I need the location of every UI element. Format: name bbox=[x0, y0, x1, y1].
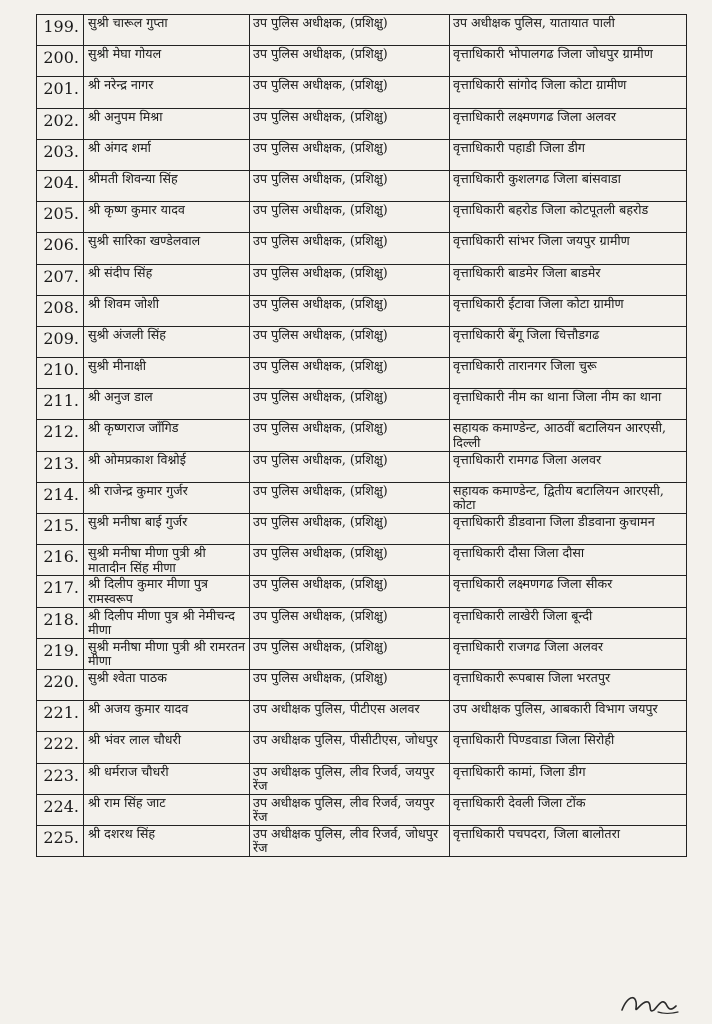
officer-name: श्री दिलीप कुमार मीणा पुत्र रामस्वरूप bbox=[84, 576, 250, 607]
row-number: 218. bbox=[37, 607, 84, 638]
officer-name: सुश्री अंजली सिंह bbox=[84, 326, 250, 357]
new-posting: वृत्ताधिकारी पिण्डवाडा जिला सिरोही bbox=[450, 732, 687, 763]
table-row bbox=[37, 358, 687, 389]
table-row bbox=[37, 77, 687, 108]
current-post: उप पुलिस अधीक्षक, (प्रशिक्षु) bbox=[250, 46, 450, 77]
table-row bbox=[37, 825, 687, 856]
new-posting: वृत्ताधिकारी कामां, जिला डीग bbox=[450, 763, 687, 794]
new-posting: वृत्ताधिकारी लाखेरी जिला बून्दी bbox=[450, 607, 687, 638]
current-post: उप पुलिस अधीक्षक, (प्रशिक्षु) bbox=[250, 482, 450, 513]
new-posting: वृत्ताधिकारी बेंगू जिला चित्तौडगढ bbox=[450, 326, 687, 357]
officer-name: सुश्री चारूल गुप्ता bbox=[84, 15, 250, 46]
officer-name: सुश्री मनीषा मीणा पुत्री श्री रामरतन मीणा bbox=[84, 638, 250, 669]
officer-name: सुश्री श्वेता पाठक bbox=[84, 669, 250, 700]
new-posting: वृत्ताधिकारी ईटावा जिला कोटा ग्रामीण bbox=[450, 295, 687, 326]
row-number: 214. bbox=[37, 482, 84, 513]
new-posting: वृत्ताधिकारी दौसा जिला दौसा bbox=[450, 545, 687, 576]
new-posting: वृत्ताधिकारी लक्ष्मणगढ जिला सीकर bbox=[450, 576, 687, 607]
current-post: उप पुलिस अधीक्षक, (प्रशिक्षु) bbox=[250, 77, 450, 108]
current-post: उप पुलिस अधीक्षक, (प्रशिक्षु) bbox=[250, 576, 450, 607]
row-number: 219. bbox=[37, 638, 84, 669]
current-post: उप पुलिस अधीक्षक, (प्रशिक्षु) bbox=[250, 607, 450, 638]
new-posting: वृत्ताधिकारी नीम का थाना जिला नीम का थाना bbox=[450, 389, 687, 420]
officer-name: श्री राजेन्द्र कुमार गुर्जर bbox=[84, 482, 250, 513]
officer-name: श्री कृष्ण कुमार यादव bbox=[84, 202, 250, 233]
table-row bbox=[37, 545, 687, 576]
current-post: उप पुलिस अधीक्षक, (प्रशिक्षु) bbox=[250, 108, 450, 139]
row-number: 206. bbox=[37, 233, 84, 264]
transfer-table-body bbox=[37, 15, 687, 857]
row-number: 211. bbox=[37, 389, 84, 420]
table-row bbox=[37, 420, 687, 451]
table-row bbox=[37, 451, 687, 482]
current-post: उप पुलिस अधीक्षक, (प्रशिक्षु) bbox=[250, 669, 450, 700]
row-number: 223. bbox=[37, 763, 84, 794]
table-row bbox=[37, 233, 687, 264]
officer-name: सुश्री मीनाक्षी bbox=[84, 358, 250, 389]
current-post: उप पुलिस अधीक्षक, (प्रशिक्षु) bbox=[250, 326, 450, 357]
new-posting: वृत्ताधिकारी कुशलगढ जिला बांसवाडा bbox=[450, 170, 687, 201]
table-row bbox=[37, 763, 687, 794]
row-number: 217. bbox=[37, 576, 84, 607]
new-posting: वृत्ताधिकारी सांभर जिला जयपुर ग्रामीण bbox=[450, 233, 687, 264]
current-post: उप पुलिस अधीक्षक, (प्रशिक्षु) bbox=[250, 420, 450, 451]
row-number: 204. bbox=[37, 170, 84, 201]
current-post: उप पुलिस अधीक्षक, (प्रशिक्षु) bbox=[250, 389, 450, 420]
row-number: 220. bbox=[37, 669, 84, 700]
officer-name: सुश्री सारिका खण्डेलवाल bbox=[84, 233, 250, 264]
current-post: उप पुलिस अधीक्षक, (प्रशिक्षु) bbox=[250, 545, 450, 576]
officer-name: श्री नरेन्द्र नागर bbox=[84, 77, 250, 108]
officer-name: श्री धर्मराज चौधरी bbox=[84, 763, 250, 794]
table-row bbox=[37, 669, 687, 700]
row-number: 199. bbox=[37, 15, 84, 46]
current-post: उप पुलिस अधीक्षक, (प्रशिक्षु) bbox=[250, 638, 450, 669]
current-post: उप पुलिस अधीक्षक, (प्रशिक्षु) bbox=[250, 514, 450, 545]
table-row bbox=[37, 295, 687, 326]
row-number: 209. bbox=[37, 326, 84, 357]
officer-name: श्री संदीप सिंह bbox=[84, 264, 250, 295]
row-number: 215. bbox=[37, 514, 84, 545]
row-number: 212. bbox=[37, 420, 84, 451]
new-posting: उप अधीक्षक पुलिस, यातायात पाली bbox=[450, 15, 687, 46]
new-posting: वृत्ताधिकारी तारानगर जिला चुरू bbox=[450, 358, 687, 389]
new-posting: वृत्ताधिकारी सांगोद जिला कोटा ग्रामीण bbox=[450, 77, 687, 108]
current-post: उप अधीक्षक पुलिस, लीव रिजर्व, जयपुर रेंज bbox=[250, 794, 450, 825]
table-row bbox=[37, 202, 687, 233]
officer-name: सुश्री मेघा गोयल bbox=[84, 46, 250, 77]
new-posting: वृत्ताधिकारी भोपालगढ जिला जोधपुर ग्रामीण bbox=[450, 46, 687, 77]
table-row bbox=[37, 326, 687, 357]
new-posting: वृत्ताधिकारी राजगढ जिला अलवर bbox=[450, 638, 687, 669]
current-post: उप अधीक्षक पुलिस, लीव रिजर्व, जयपुर रेंज bbox=[250, 763, 450, 794]
table-row bbox=[37, 46, 687, 77]
current-post: उप पुलिस अधीक्षक, (प्रशिक्षु) bbox=[250, 233, 450, 264]
table-row bbox=[37, 607, 687, 638]
officer-name: श्री शिवम जोशी bbox=[84, 295, 250, 326]
new-posting: वृत्ताधिकारी डीडवाना जिला डीडवाना कुचामन bbox=[450, 514, 687, 545]
table-row bbox=[37, 701, 687, 732]
officer-name: श्री अजय कुमार यादव bbox=[84, 701, 250, 732]
row-number: 225. bbox=[37, 825, 84, 856]
row-number: 207. bbox=[37, 264, 84, 295]
officer-name: श्री भंवर लाल चौधरी bbox=[84, 732, 250, 763]
row-number: 201. bbox=[37, 77, 84, 108]
table-row bbox=[37, 638, 687, 669]
officer-name: श्री अंगद शर्मा bbox=[84, 139, 250, 170]
row-number: 200. bbox=[37, 46, 84, 77]
current-post: उप अधीक्षक पुलिस, पीसीटीएस, जोधपुर bbox=[250, 732, 450, 763]
table-row bbox=[37, 514, 687, 545]
row-number: 210. bbox=[37, 358, 84, 389]
table-row bbox=[37, 264, 687, 295]
officer-name: श्री राम सिंह जाट bbox=[84, 794, 250, 825]
signature-icon bbox=[618, 988, 682, 1020]
officer-name: श्री दिलीप मीणा पुत्र श्री नेमीचन्द मीणा bbox=[84, 607, 250, 638]
new-posting: वृत्ताधिकारी पचपदरा, जिला बालोतरा bbox=[450, 825, 687, 856]
current-post: उप पुलिस अधीक्षक, (प्रशिक्षु) bbox=[250, 202, 450, 233]
officer-name: श्री अनुपम मिश्रा bbox=[84, 108, 250, 139]
current-post: उप अधीक्षक पुलिस, लीव रिजर्व, जोधपुर रेंज bbox=[250, 825, 450, 856]
new-posting: उप अधीक्षक पुलिस, आबकारी विभाग जयपुर bbox=[450, 701, 687, 732]
row-number: 221. bbox=[37, 701, 84, 732]
current-post: उप पुलिस अधीक्षक, (प्रशिक्षु) bbox=[250, 358, 450, 389]
table-row bbox=[37, 794, 687, 825]
officer-name: श्री कृष्णराज जाँगिड bbox=[84, 420, 250, 451]
table-row bbox=[37, 482, 687, 513]
table-row bbox=[37, 15, 687, 46]
row-number: 205. bbox=[37, 202, 84, 233]
row-number: 213. bbox=[37, 451, 84, 482]
table-row bbox=[37, 139, 687, 170]
officer-name: श्री अनुज डाल bbox=[84, 389, 250, 420]
current-post: उप पुलिस अधीक्षक, (प्रशिक्षु) bbox=[250, 295, 450, 326]
table-row bbox=[37, 170, 687, 201]
new-posting: सहायक कमाण्डेन्ट, आठवीं बटालियन आरएसी, दिल्ली bbox=[450, 420, 687, 451]
officer-name: श्री ओमप्रकाश विश्नोई bbox=[84, 451, 250, 482]
current-post: उप पुलिस अधीक्षक, (प्रशिक्षु) bbox=[250, 264, 450, 295]
current-post: उप पुलिस अधीक्षक, (प्रशिक्षु) bbox=[250, 15, 450, 46]
new-posting: वृत्ताधिकारी रामगढ जिला अलवर bbox=[450, 451, 687, 482]
current-post: उप अधीक्षक पुलिस, पीटीएस अलवर bbox=[250, 701, 450, 732]
new-posting: वृत्ताधिकारी बहरोड जिला कोटपूतली बहरोड bbox=[450, 202, 687, 233]
row-number: 216. bbox=[37, 545, 84, 576]
officer-name: सुश्री मनीषा बाई गुर्जर bbox=[84, 514, 250, 545]
new-posting: वृत्ताधिकारी पहाडी जिला डीग bbox=[450, 139, 687, 170]
row-number: 202. bbox=[37, 108, 84, 139]
current-post: उप पुलिस अधीक्षक, (प्रशिक्षु) bbox=[250, 170, 450, 201]
current-post: उप पुलिस अधीक्षक, (प्रशिक्षु) bbox=[250, 139, 450, 170]
row-number: 224. bbox=[37, 794, 84, 825]
row-number: 203. bbox=[37, 139, 84, 170]
row-number: 208. bbox=[37, 295, 84, 326]
table-row bbox=[37, 576, 687, 607]
current-post: उप पुलिस अधीक्षक, (प्रशिक्षु) bbox=[250, 451, 450, 482]
officer-name: श्रीमती शिवन्या सिंह bbox=[84, 170, 250, 201]
row-number: 222. bbox=[37, 732, 84, 763]
table-row bbox=[37, 732, 687, 763]
new-posting: सहायक कमाण्डेन्ट, द्वितीय बटालियन आरएसी, कोटा bbox=[450, 482, 687, 513]
new-posting: वृत्ताधिकारी बाडमेर जिला बाडमेर bbox=[450, 264, 687, 295]
new-posting: वृत्ताधिकारी लक्ष्मणगढ जिला अलवर bbox=[450, 108, 687, 139]
officer-name: सुश्री मनीषा मीणा पुत्री श्री मातादीन सिंह मीणा bbox=[84, 545, 250, 576]
officer-name: श्री दशरथ सिंह bbox=[84, 825, 250, 856]
new-posting: वृत्ताधिकारी देवली जिला टोंक bbox=[450, 794, 687, 825]
table-row bbox=[37, 108, 687, 139]
new-posting: वृत्ताधिकारी रूपबास जिला भरतपुर bbox=[450, 669, 687, 700]
table-row bbox=[37, 389, 687, 420]
transfer-table bbox=[36, 14, 687, 857]
